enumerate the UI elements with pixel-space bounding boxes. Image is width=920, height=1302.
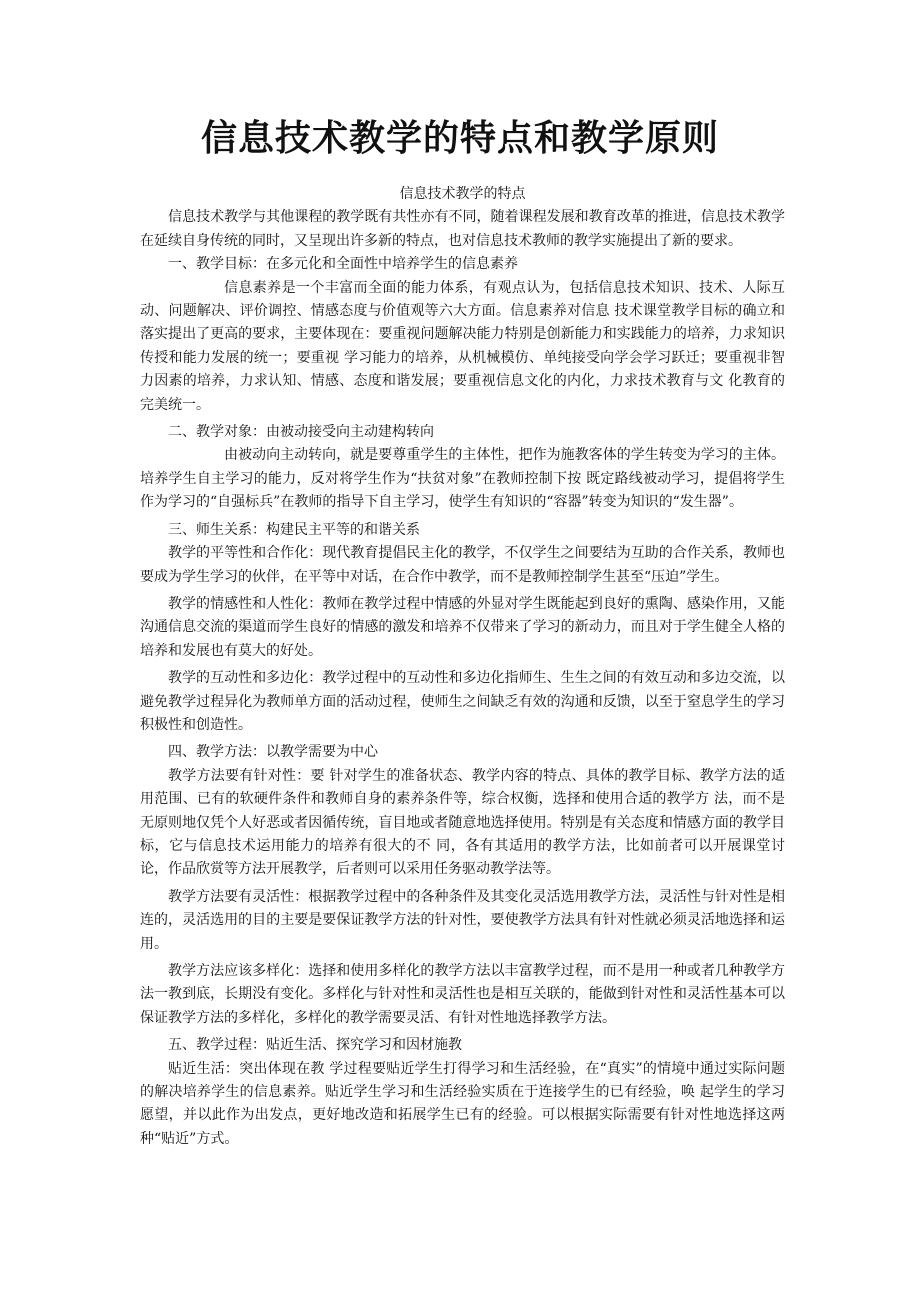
paragraph-interaction: 教学的互动性和多边化：教学过程中的互动性和多边化指师生、生生之间的有效互动和多边交流，以避免教学过程异化为教师单方面的活动过程，使师生之间缺乏有效的沟通和反馈，以至于窒息学生的学习积极性和创造性。	[140, 670, 785, 733]
paragraph-objectives: 信息素养是一个丰富而全面的能力体系，有观点认为，包括信息技术知识、技术、人际互动、问题解决、评价调控、情感态度与价值观等六大方面。信息素养对信息 技术课堂教学目标的确立和落实提出了更高的要求，主要体现在：要重视问题解决能力特别是创新能力和实践能力的培养，力求知识传授和能力发展的统一；要重视 学习能力的培养，从机械模仿、单纯接受向学会学习跃迁；要重视非智力因素的培养，力求认知、情感、态度和谐发展；要重视信息文化的内化，力求技术教育与文 化教育的完美统一。	[140, 279, 785, 413]
section-heading-methods: 四、教学方法：以教学需要为中心	[168, 744, 378, 761]
section-heading-learners: 二、教学对象：由被动接受向主动建构转向	[168, 424, 434, 441]
section-subtitle: 信息技术教学的特点	[399, 186, 526, 202]
intro-paragraph: 信息技术教学与其他课程的教学既有共性亦有不同，随着课程发展和教育改革的推进，信息技术教学在延续自身传统的同时，又呈现出许多新的特点，也对信息技术教师的教学实施提出了新的要求。	[140, 209, 785, 249]
section-heading-objectives: 一、教学目标：在多元化和全面性中培养学生的信息素养	[168, 256, 518, 273]
paragraph-equality: 教学的平等性和合作化：现代教育提倡民主化的教学，不仅学生之间要结为互助的合作关系，教师也要成为学生学习的伙伴，在平等中对话，在合作中教学，而不是教师控制学生甚至“压迫”学生。	[140, 545, 785, 585]
document-body	[140, 183, 785, 1151]
paragraph-targeted-methods: 教学方法要有针对性：要 针对学生的准备状态、教学内容的特点、具体的教学目标、教学方法的适用范围、已有的软硬件条件和教师自身的素养条件等，综合权衡，选择和使用合适的教学方 法，而不是无原则地仅凭个人好恶或者因循传统，盲目地或者随意地选择使用。特别是有关态度和情感方面的教学目标，它与信息技术运用能力的培养有很大的不 同，各有其适用的教学方法，比如前者可以开展课堂讨论，作品欣赏等方法开展教学，后者则可以采用任务驱动教学法等。	[140, 767, 785, 878]
section-heading-relationship: 三、师生关系：构建民主平等的和谐关系	[168, 521, 420, 538]
paragraph-emotion: 教学的情感性和人性化：教师在教学过程中情感的外显对学生既能起到良好的熏陶、感染作用，又能沟通信息交流的渠道而学生良好的情感的激发和培养不仅带来了学习的新动力，而且对于学生健全人格的培养和发展也有莫大的好处。	[140, 595, 785, 659]
paragraph-real-life: 贴近生活：突出体现在教 学过程要贴近学生打得学习和生活经验，在“真实”的情境中通过实际问题的解决培养学生的信息素养。贴近学生学习和生活经验实质在于连接学生的已有经验，唤 起学生的学习愿望，并以此作为出发点，更好地改造和拓展学生已有的经验。可以根据实际需要有针对性地选择这两种“贴近”方式。	[140, 1060, 785, 1147]
paragraph-learners: 由被动向主动转向，就是要尊重学生的主体性，把作为施教客体的学生转变为学习的主体。培养学生自主学习的能力，反对将学生作为“扶贫对象”在教师控制下按 既定路线被动学习，提倡将学生作为学习的“自强标兵”在教师的指导下自主学习，使学生有知识的“容器”转变为知识的“发生器”。	[140, 447, 785, 511]
section-heading-process: 五、教学过程：贴近生活、探究学习和因材施教	[168, 1037, 462, 1054]
paragraph-flexible-methods: 教学方法要有灵活性：根据教学过程中的各种条件及其变化灵活选用教学方法，灵活性与针对性是相连的，灵活选用的目的主要是要保证教学方法的针对性，要使教学方法具有针对性就必须灵活地选择和运用。	[140, 888, 785, 952]
paragraph-diverse-methods: 教学方法应该多样化：选择和使用多样化的教学方法以丰富教学过程，而不是用一种或者几种教学方法一教到底，长期没有变化。多样化与针对性和灵活性也是相互关联的，能做到针对性和灵活性基本可以保证教学方法的多样化，多样化的教学需要灵活、有针对性地选择教学方法。	[140, 963, 785, 1026]
document-title: 信息技术教学的特点和教学原则	[200, 117, 719, 159]
